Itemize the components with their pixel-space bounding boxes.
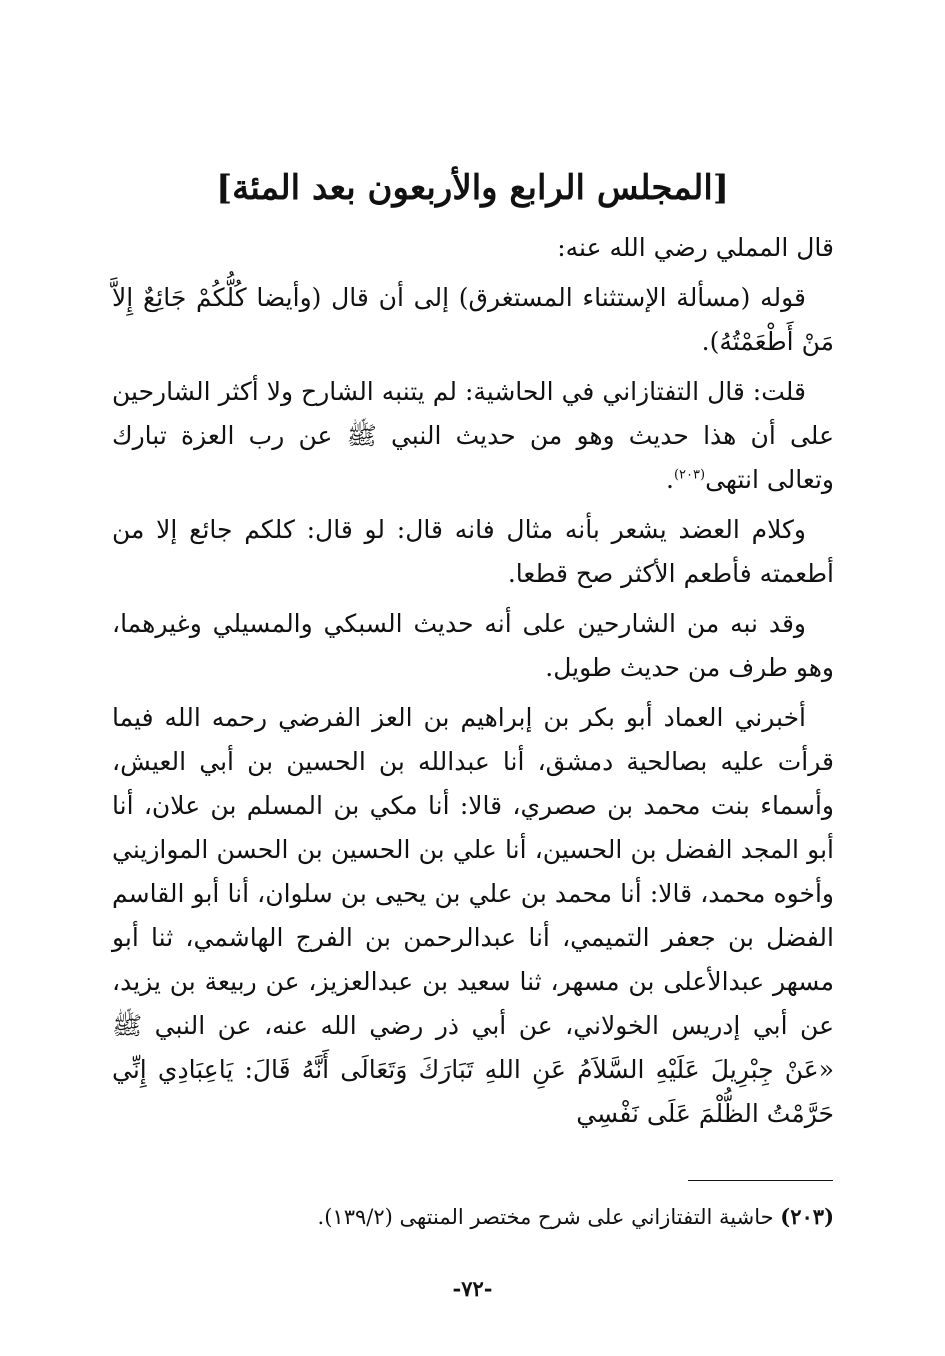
page-number: -٧٢- — [452, 1276, 493, 1301]
paragraph-2-end: . — [666, 465, 674, 494]
paragraph-2 — [112, 370, 834, 502]
footnote-text: حاشية التفتازاني على شرح مختصر المنتهى (١٣٩/٢). — [317, 1205, 774, 1229]
paragraph-3: وكلام العضد يشعر بأنه مثال فانه قال: لو قال: كلكم جائع إلا من أطعمته فأطعم الأكثر صح قطعا. — [112, 515, 834, 588]
paragraph-1: قوله (مسألة الإستثناء المستغرق) إلى أن قال (وأيضا كُلُّكُمْ جَائِعٌ إِلاَّ مَنْ أَطْعَمْتُهُ). — [112, 283, 834, 356]
main-text — [112, 226, 834, 1142]
footnote-marker: (٢٠٣) — [673, 467, 706, 483]
paragraph-4: وقد نبه من الشارحين على أنه حديث السبكي والمسيلي وغيرهما، وهو طرف من حديث طويل. — [112, 609, 834, 682]
footnote-number: (٢٠٣) — [780, 1204, 834, 1229]
paragraph-5-hadith: «عَنْ جِبْرِيلَ عَلَيْهِ السَّلاَمُ عَنِ اللهِ تَبَارَكَ وَتَعَالَى أَنَّهُ قَالَ: يَاعِبَادِي إِنِّي حَرَّمْتُ الظُّلْمَ عَلَى نَفْسِي — [112, 1055, 834, 1128]
footnote-divider — [688, 1180, 833, 1181]
paragraph-5-isnad: أخبرني العماد أبو بكر بن إبراهيم بن العز الفرضي رحمه الله فيما قرأت عليه بصالحية دمشق، أنا عبدالله بن الحسين بن أبي العيش، وأسماء بنت محمد بن صصري، قالا: أنا مكي بن المسلم بن علان، أنا أبو المجد الفضل بن الحسين، أنا علي بن الحسين بن الحسن الموازيني وأخوه محمد، قالا: أنا محمد بن علي بن يحيى بن سلوان، أنا أبو القاسم الفضل بن جعفر التميمي، أنا عبدالرحمن بن الفرج الهاشمي، ثنا أبو مسهر عبدالأعلى بن مسهر، ثنا سعيد بن عبدالعزيز، عن ربيعة بن يزيد، عن أبي إدريس الخولاني، عن أبي ذر رضي الله عنه، عن النبي ﷺ — [112, 703, 834, 1040]
footnote — [112, 1200, 834, 1234]
intro-line: قال المملي رضي الله عنه: — [557, 233, 834, 262]
paragraph-2-text: قلت: قال التفتازاني في الحاشية: لم يتنبه الشارح ولا أكثر الشارحين على أن هذا حديث وهو من حديث النبي ﷺ عن رب العزة تبارك وتعالى انتهى — [112, 377, 834, 494]
paragraph-5 — [112, 696, 834, 1136]
chapter-title: [المجلس الرابع والأربعون بعد المئة] — [216, 168, 729, 208]
